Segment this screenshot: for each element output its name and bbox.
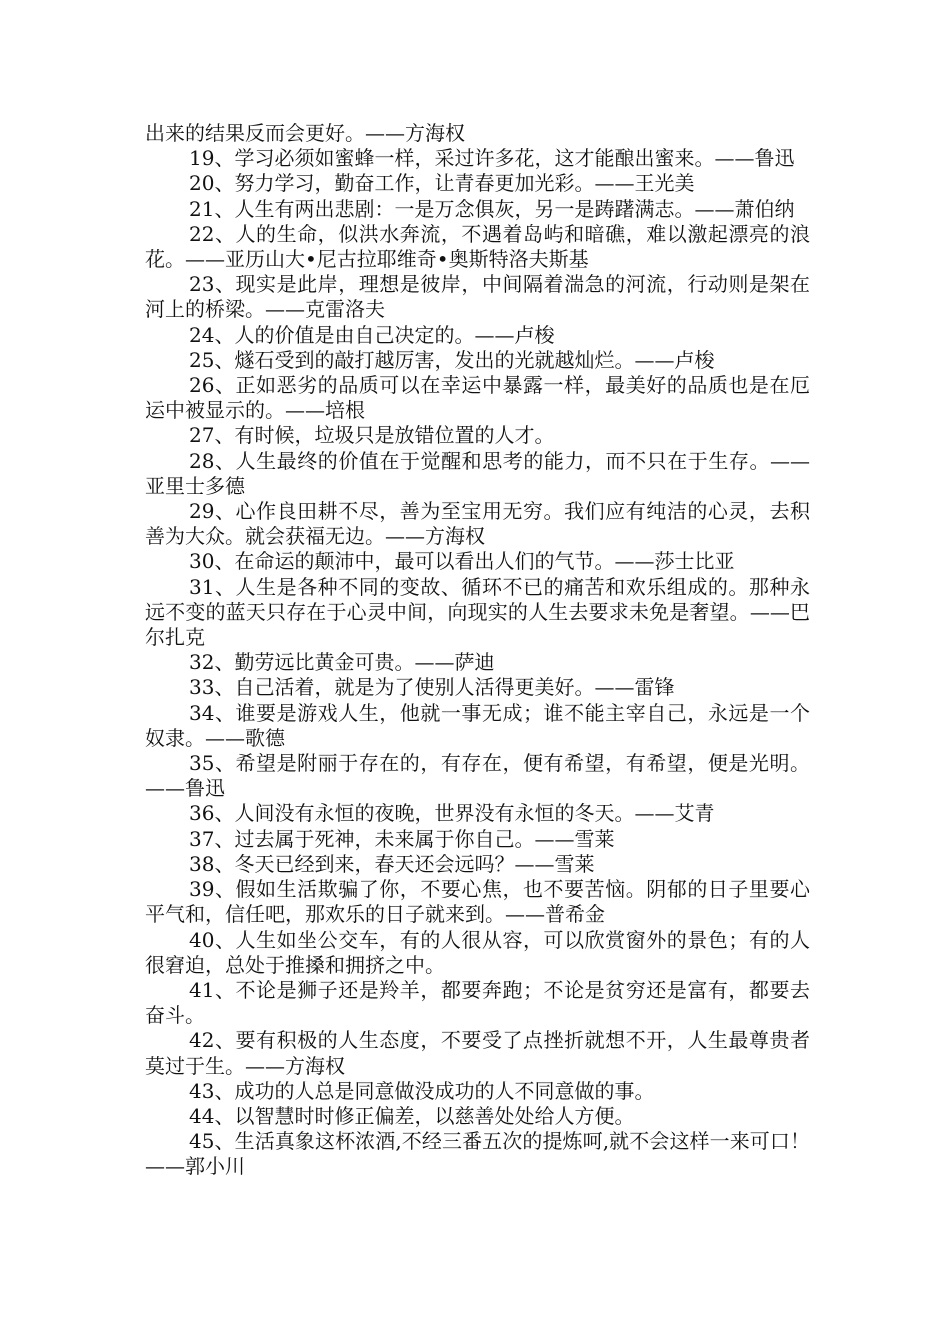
quote-19: 19、学习必须如蜜蜂一样，采过许多花，这才能酿出蜜来。——鲁迅 — [189, 146, 795, 171]
quote-42: 42、要有积极的人生态度，不要受了点挫折就想不开，人生最尊贵者莫过于生。——方海权 — [145, 1028, 810, 1078]
quote-26: 26、正如恶劣的品质可以在幸运中暴露一样，最美好的品质也是在厄运中被显示的。——培根 — [145, 373, 810, 423]
quote-31: 31、人生是各种不同的变故、循环不已的痛苦和欢乐组成的。那种永远不变的蓝天只存在于心灵中间，向现实的人生去要求未免是奢望。——巴尔扎克 — [145, 574, 810, 650]
quote-45: 45、生活真象这杯浓酒,不经三番五次的提炼呵,就不会这样一来可口！——郭小川 — [145, 1129, 810, 1179]
quote-27: 27、有时候，垃圾只是放错位置的人才。 — [189, 423, 555, 448]
quote-37: 37、过去属于死神，未来属于你自己。——雪莱 — [189, 826, 615, 851]
paragraph-continuation: 出来的结果反而会更好。——方海权 — [145, 121, 465, 145]
quote-22: 22、人的生命，似洪水奔流，不遇着岛屿和暗礁，难以激起漂亮的浪花。——亚历山大•尼古拉耶维奇•奥斯特洛夫斯基 — [145, 221, 810, 272]
quote-44: 44、以智慧时时修正偏差，以慈善处处给人方便。 — [189, 1103, 635, 1128]
quote-40: 40、人生如坐公交车，有的人很从容，可以欣赏窗外的景色；有的人很窘迫，总处于推搡和拥挤之中。 — [145, 927, 810, 977]
quote-39: 39、假如生活欺骗了你，不要心焦，也不要苦恼。阴郁的日子里要心平气和，信任吧，那欢乐的日子就来到。——普希金 — [145, 877, 810, 927]
quote-43: 43、成功的人总是同意做没成功的人不同意做的事。 — [189, 1078, 655, 1103]
quote-30: 30、在命运的颠沛中，最可以看出人们的气节。——莎士比亚 — [189, 549, 735, 574]
quote-38: 38、冬天已经到来，春天还会远吗？——雪莱 — [189, 851, 595, 876]
quote-21: 21、人生有两出悲剧：一是万念俱灰，另一是踌躇满志。——萧伯纳 — [189, 196, 795, 221]
quote-32: 32、勤劳远比黄金可贵。——萨迪 — [189, 650, 495, 675]
quote-23: 23、现实是此岸，理想是彼岸，中间隔着湍急的河流，行动则是架在河上的桥梁。——克雷洛夫 — [145, 272, 810, 322]
document-body — [145, 121, 810, 1180]
quote-36: 36、人间没有永恒的夜晚，世界没有永恒的冬天。——艾青 — [189, 801, 715, 826]
quote-20: 20、努力学习，勤奋工作，让青春更加光彩。——王光美 — [189, 171, 695, 196]
quote-28: 28、人生最终的价值在于觉醒和思考的能力，而不只在于生存。——亚里士多德 — [145, 448, 810, 498]
quote-29: 29、心作良田耕不尽，善为至宝用无穷。我们应有纯洁的心灵，去积善为大众。就会获福无边。——方海权 — [145, 499, 810, 549]
quote-33: 33、自己活着，就是为了使别人活得更美好。——雷锋 — [189, 675, 675, 700]
quote-24: 24、人的价值是由自己决定的。——卢梭 — [189, 322, 555, 347]
quote-41: 41、不论是狮子还是羚羊，都要奔跑；不论是贫穷还是富有，都要去奋斗。 — [145, 977, 810, 1028]
quote-34: 34、谁要是游戏人生，他就一事无成；谁不能主宰自己，永远是一个奴隶。——歌德 — [145, 700, 810, 750]
quote-35: 35、希望是附丽于存在的，有存在，便有希望，有希望，便是光明。——鲁迅 — [145, 751, 810, 801]
quote-25: 25、燧石受到的敲打越厉害，发出的光就越灿烂。——卢梭 — [189, 347, 715, 372]
